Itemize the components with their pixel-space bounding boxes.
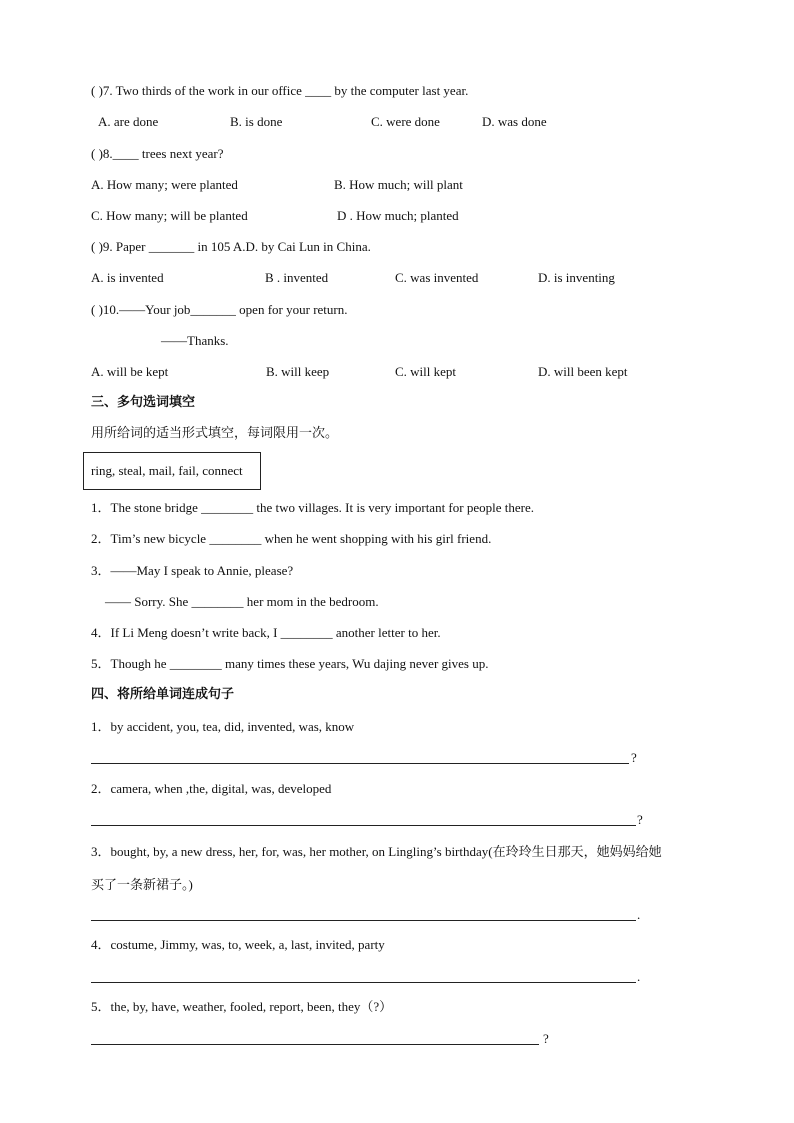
q10-option-b: B. will keep (266, 364, 330, 379)
answer-end-mark: ? (631, 750, 637, 765)
answer-rule (91, 1044, 539, 1045)
question-10-reply: ——Thanks. (161, 333, 229, 348)
section-4-heading: 四、将所给单词连成句子 (91, 687, 235, 702)
q7-option-a: A. are done (98, 114, 159, 129)
question-9-stem: ( )9. Paper _______ in 105 A.D. by Cai Lun in China. (91, 239, 371, 254)
sentence-item-4: 4．costume, Jimmy, was, to, week, a, last, invited, party (91, 937, 385, 952)
sentence-item-2: 2．camera, when ,the, digital, was, developed (91, 781, 332, 796)
q8-option-a: A. How many; were planted (91, 177, 238, 192)
q9-option-a: A. is invented (91, 270, 164, 285)
q7-option-d: D. was done (482, 114, 547, 129)
answer-line-5[interactable] (91, 1030, 561, 1048)
sentence-item-3-cont: 买了一条新裙子。) (91, 877, 193, 892)
q7-option-c: C. were done (371, 114, 440, 129)
section-3-heading: 三、多句选词填空 (91, 395, 196, 410)
answer-rule (91, 763, 629, 764)
q9-option-c: C. was invented (395, 270, 479, 285)
answer-line-1[interactable] (91, 749, 651, 767)
answer-end-mark: . (637, 907, 641, 922)
answer-rule (91, 825, 636, 826)
q8-option-c: C. How many; will be planted (91, 208, 248, 223)
answer-line-3[interactable] (91, 906, 651, 924)
sentence-item-5: 5．the, by, have, weather, fooled, report, been, they（?） (91, 999, 393, 1014)
word-box-text: ring, steal, mail, fail, connect (91, 463, 243, 478)
fill-item-3: 3．——May I speak to Annie, please? (91, 563, 294, 578)
question-7-stem: ( )7. Two thirds of the work in our office ____ by the computer last year. (91, 83, 469, 98)
section-3-instruction: 用所给词的适当形式填空，每词限用一次。 (91, 426, 339, 441)
fill-item-5: 5．Though he ________ many times these years, Wu dajing never gives up. (91, 656, 489, 671)
q10-option-a: A. will be kept (91, 364, 169, 379)
q9-option-b: B . invented (265, 270, 329, 285)
fill-item-2: 2．Tim’s new bicycle ________ when he went shopping with his girl friend. (91, 531, 492, 546)
fill-item-4: 4．If Li Meng doesn’t write back, I ________ another letter to her. (91, 625, 441, 640)
answer-end-mark: . (637, 969, 641, 984)
answer-line-4[interactable] (91, 968, 651, 986)
q7-option-b: B. is done (230, 114, 283, 129)
q9-option-d: D. is inventing (538, 270, 615, 285)
q8-option-d: D . How much; planted (337, 208, 459, 223)
word-box (83, 452, 261, 490)
fill-item-1: 1．The stone bridge ________ the two villages. It is very important for people there. (91, 500, 534, 515)
answer-end-mark: ? (637, 812, 643, 827)
question-8-stem: ( )8.____ trees next year? (91, 146, 224, 161)
answer-line-2[interactable] (91, 811, 651, 829)
sentence-item-1: 1．by accident, you, tea, did, invented, was, know (91, 719, 355, 734)
answer-rule (91, 982, 636, 983)
q8-option-b: B. How much; will plant (334, 177, 463, 192)
q10-option-c: C. will kept (395, 364, 457, 379)
question-10-stem: ( )10.——Your job_______ open for your return. (91, 302, 348, 317)
fill-item-3-reply: —— Sorry. She ________ her mom in the bedroom. (105, 594, 379, 609)
answer-rule (91, 920, 636, 921)
q10-option-d: D. will been kept (538, 364, 628, 379)
answer-end-mark: ? (543, 1031, 549, 1046)
sentence-item-3: 3．bought, by, a new dress, her, for, was, her mother, on Lingling’s birthday(在玲玲生日那天，她妈妈给她 (91, 844, 662, 859)
